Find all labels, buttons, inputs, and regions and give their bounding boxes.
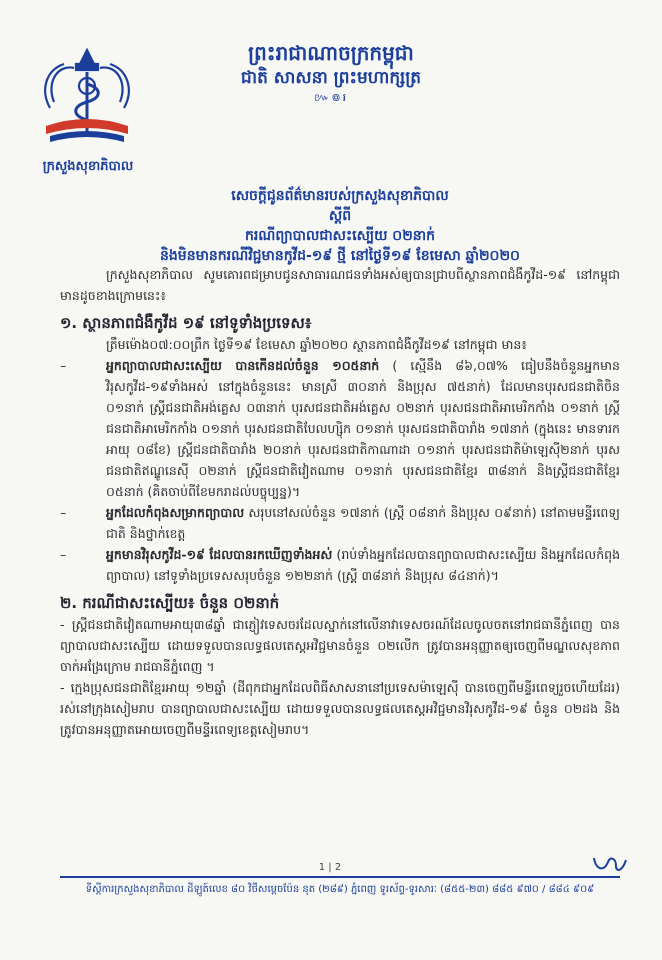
title-line-1: សេចក្តីជូនព័ត៌មានរបស់ក្រសួងសុខាភិបាល	[231, 188, 449, 204]
bullet-total-cases-text: (រាប់ទាំងអ្នកដែលបានព្យាបាលជាសះស្បើយ និងអ្នកដែលកំពុងព្យាបាល) នៅទូទាំងប្រទេសសរុបចំនួន ១២២នាក់ (ស្ត្រី ៣៨នាក់ និងប្រុស ៨៤នាក់)។	[106, 547, 620, 583]
bullet-recovered: – អ្នកព្យាបាលជាសះស្បើយ បានកើនដល់ចំនួន ១០៥នាក់ ( ស្មើនឹង ៨៦,០៧% ធៀបនឹងចំនួនអ្នកមានវិរុសកូវីដ-១៩ទាំងអស់ នៅក្នុងចំនួននេះ មានស្រី ៣០នាក់ និងប្រុស ៧៥នាក់) ដែលមានបុរសជនជាតិចិន ០១នាក់ ស្ត្រីជនជាតិអង់គ្លេស ០៣នាក់ បុរសជនជាតិអង់គ្លេស ០២នាក់ បុរសជនជាតិអាមេរិកកាំង ០១នាក់ ស្ត្រីជនជាតិអាមេរិកកាំង ០១នាក់ បុរសជនជាតិបែលហ្ស៊ិក ០១នាក់ បុរសជនជាតិបារាំង ១៧នាក់ (ក្នុងនេះ មានទារកអាយុ ០៨ខែ) ស្ត្រីជនជាតិបារាំង ២០នាក់ បុរសជនជាតិកាណាដា ០១នាក់ បុរសជនជាតិម៉ាឡេស៊ី២នាក់ បុរសជនជាតិឥណ្ឌូនេស៊ី ០២នាក់ ស្ត្រីជនជាតិវៀតណាម ០១នាក់ បុរសជនជាតិខ្មែរ ៣៨នាក់ និងស្ត្រីជនជាតិខ្មែរ ០៥នាក់ (គិតចាប់ពីខែមករាដល់បច្ចុប្បន្ន)។	[60, 358, 620, 499]
bullet-recovered-label: អ្នកព្យាបាលជាសះស្បើយ បានកើនដល់ចំនួន ១០៥នាក់	[106, 358, 380, 373]
bullet-total-cases-label: អ្នកមានវិរុសកូវីដ-១៩ ដែលបានរកឃើញទាំងអស់	[106, 547, 333, 562]
document-title	[60, 186, 620, 266]
title-line-4: និងមិនមានករណីវិជ្ជមានកូវីដ-១៩ ថ្មី នៅថ្ងៃទី១៩ ខែមេសា ឆ្នាំ២០២០	[160, 248, 520, 264]
ministry-name: ក្រសួងសុខាភិបាល	[42, 159, 134, 174]
section-2-item-2: - ក្មេងប្រុសជនជាតិខ្មែរអាយុ ១២ឆ្នាំ (ដីពុកជាអ្នកដែលពិធីសាសនានៅប្រទេសម៉ាឡេស៊ី បានចេញពីមន្ទីរពេទ្យរួចហើយដែរ) រស់នៅក្រុងសៀមរាប បានព្យាបាលជាសះស្បើយ ដោយទទួលបានលទ្ធផលតេស្តអវិជ្ជមានវិរុសកូវីដ-១៩ ចំនួន ០២ដង និងត្រូវបានអនុញ្ញាតអោយចេញពីមន្ទីរពេទ្យខេត្តសៀមរាប។	[60, 680, 620, 737]
ministry-emblem-icon	[28, 42, 146, 154]
document-body	[60, 264, 620, 740]
kingdom-header	[180, 40, 482, 106]
section-2-item-1: - ស្ត្រីជនជាតិវៀតណាមអាយុ៣៨ឆ្នាំ ជាភ្ញៀវទេសចរដែលស្នាក់នៅលើនាវាទេសចរណ៍ដែលចូលចតនៅរាជធានីភ្នំពេញ បានព្យាបាលជាសះស្បើយ ដោយទទួលបានលទ្ធផលតេស្តអវិជ្ជមានចំនួន ០២លើក ត្រូវបានអនុញ្ញាតឲ្យចេញពីមណ្ឌលសុខភាពចាក់អង្រែក្រោម រាជធានីភ្នំពេញ ។	[60, 617, 620, 674]
bullet-in-treatment-label: អ្នកដែលកំពុងសម្រាកព្យាបាល	[106, 505, 245, 520]
bullet-in-treatment: – អ្នកដែលកំពុងសម្រាកព្យាបាល សរុបនៅសល់ចំនួន ១៧នាក់ (ស្ត្រី ០៨នាក់ និងប្រុស ០៩នាក់) នៅតាមមន្ទីរពេទ្យជាតិ និងថ្នាក់ខេត្ត	[60, 505, 620, 541]
bullet-total-cases: – អ្នកមានវិរុសកូវីដ-១៩ ដែលបានរកឃើញទាំងអស់ (រាប់ទាំងអ្នកដែលបានព្យាបាលជាសះស្បើយ និងអ្នកដែលកំពុងព្យាបាល) នៅទូទាំងប្រទេសសរុបចំនួន ១២២នាក់ (ស្ត្រី ៣៨នាក់ និងប្រុស ៨៤នាក់)។	[60, 547, 620, 583]
footer-divider	[60, 876, 620, 878]
page-number: 1 | 2	[318, 862, 342, 873]
ornament-divider: ៚៙៛	[313, 91, 349, 104]
footer-address: ទីស្តីការក្រសួងសុខាភិបាល ដីឡូត៍លេខ ៨០ វិថីសម្តេចប៉ែន នុត (២៨៩) ភ្នំពេញ ទូរស័ព្ទ-ទូរសារៈ (៨៥៥-២៣) ៨៨៥ ៩៧០ / ៨៨៤ ៩០៩	[85, 884, 595, 895]
section-1-heading: ១. ស្ថានភាពជំងឺកូវីដ ១៩ នៅទូទាំងប្រទេស៖	[60, 314, 312, 332]
national-motto: ជាតិ សាសនា ព្រះមហាក្សត្រ	[240, 68, 422, 88]
kingdom-name: ព្រះរាជាណាចក្រកម្ពុជា	[248, 41, 414, 65]
section-1-lead: ត្រឹមម៉ោង០៧:០០ព្រឹក ថ្ងៃទី១៩ ខែមេសា ឆ្នាំ២០២០ ស្ថានភាពជំងឺកូវីដ១៩ នៅកម្ពុជា មាន៖	[106, 337, 527, 352]
intro-paragraph: ក្រសួងសុខាភិបាល សូមគោរពជម្រាបជូនសាធារណជនទាំងអស់ឲ្យបានជ្រាបពីស្ថានភាពជំងឺកូវីដ-១៩ នៅកម្ពុជា មានដូចខាងក្រោមនេះ៖	[60, 267, 620, 303]
bullet-recovered-text: ( ស្មើនឹង ៨៦,០៧% ធៀបនឹងចំនួនអ្នកមានវិរុសកូវីដ-១៩ទាំងអស់ នៅក្នុងចំនួននេះ មានស្រី ៣០នាក់ និងប្រុស ៧៥នាក់) ដែលមានបុរសជនជាតិចិន ០១នាក់ ស្ត្រីជនជាតិអង់គ្លេស ០៣នាក់ បុរសជនជាតិអង់គ្លេស ០២នាក់ បុរសជនជាតិអាមេរិកកាំង ០១នាក់ ស្ត្រីជនជាតិអាមេរិកកាំង ០១នាក់ បុរសជនជាតិបែលហ្ស៊ិក ០១នាក់ បុរសជនជាតិបារាំង ១៧នាក់ (ក្នុងនេះ មានទារកអាយុ ០៨ខែ) ស្ត្រីជនជាតិបារាំង ២០នាក់ បុរសជនជាតិកាណាដា ០១នាក់ បុរសជនជាតិម៉ាឡេស៊ី២នាក់ បុរសជនជាតិឥណ្ឌូនេស៊ី ០២នាក់ ស្ត្រីជនជាតិវៀតណាម ០១នាក់ បុរសជនជាតិខ្មែរ ៣៨នាក់ និងស្ត្រីជនជាតិខ្មែរ ០៥នាក់ (គិតចាប់ពីខែមករាដល់បច្ចុប្បន្ន)។	[106, 358, 620, 499]
section-2-heading: ២. ករណីជាសះស្បើយ៖ ចំនួន ០២នាក់	[60, 594, 280, 612]
handwritten-initials-icon	[590, 850, 630, 876]
bullet-in-treatment-text: សរុបនៅសល់ចំនួន ១៧នាក់ (ស្ត្រី ០៨នាក់ និងប្រុស ០៩នាក់) នៅតាមមន្ទីរពេទ្យជាតិ និងថ្នាក់ខេត្ត	[106, 505, 620, 541]
title-line-2: ស្តីពី	[328, 208, 352, 224]
title-line-3: ករណីព្យាបាលជាសះស្បើយ ០២នាក់	[244, 228, 436, 244]
